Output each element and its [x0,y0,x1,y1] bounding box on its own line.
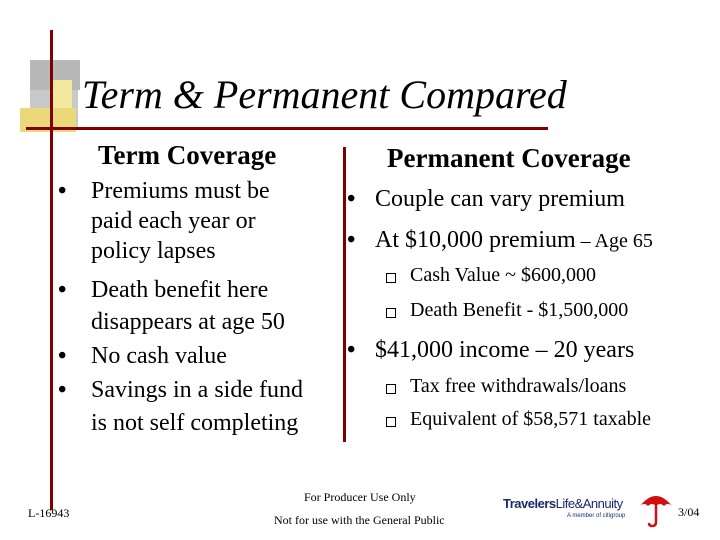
bullet-dot-icon: • [58,178,67,204]
term-bullet-2 [58,277,338,335]
permanent-bullet-2 [347,227,717,255]
bullet-dot-icon: • [347,227,356,253]
checkbox-bullet-icon [386,273,396,283]
permanent-bullet-1 [347,186,717,214]
permanent-bullet-3-text: $41,000 income – 20 years [375,337,635,363]
term-bullet-3 [58,343,338,371]
decor-vertical-rule [50,30,53,510]
permanent-bullet-2-age: – Age 65 [575,230,653,252]
term-bullet-1 [58,178,338,266]
column-divider [343,147,346,442]
checkbox-bullet-icon [386,417,396,427]
term-bullet-2-line-2: disappears at age 50 [91,309,285,335]
permanent-bullet-2-main: At $10,000 premium [375,227,576,253]
bullet-dot-icon: • [58,277,67,303]
permanent-sub-1-text: Cash Value ~ $600,000 [410,264,596,286]
term-bullet-4 [58,377,338,437]
permanent-sub-4-text: Equivalent of $58,571 taxable [410,408,652,430]
producer-use-notice: For Producer Use Only [304,490,416,504]
permanent-bullet-2-text [375,227,653,254]
public-use-notice: Not for use with the General Public [274,513,445,527]
bullet-dot-icon: • [347,186,356,212]
checkbox-bullet-icon [386,308,396,318]
term-coverage-heading: Term Coverage [98,140,277,170]
term-bullet-2-line-1: Death benefit here [91,277,269,303]
term-bullet-4-line-2: is not self completing [91,410,299,436]
umbrella-logo-icon [638,488,674,528]
term-bullet-1-line-3: policy lapses [91,238,216,264]
permanent-bullet-3 [347,337,717,365]
permanent-sub-2-text: Death Benefit - $1,500,000 [410,299,629,321]
bullet-dot-icon: • [58,343,67,369]
permanent-coverage-heading: Permanent Coverage [387,143,631,173]
checkbox-bullet-icon [386,384,396,394]
bullet-dot-icon: • [347,337,356,363]
bullet-dot-icon: • [58,377,67,403]
term-bullet-1-line-1: Premiums must be [91,178,270,204]
document-code: L-16943 [28,506,70,520]
title-underline-rule [26,127,548,130]
logo-text [503,496,623,511]
slide-title: Term & Permanent Compared [82,72,567,117]
date-code: 3/04 [678,505,700,519]
logo-life-annuity: Life&Annuity [555,496,623,511]
term-bullet-4-line-1: Savings in a side fund [91,377,303,403]
logo-subtext: A member of citigroup [567,513,626,519]
logo-travelers: Travelers [503,496,556,511]
travelers-logo [503,496,643,526]
term-bullet-3-line-1: No cash value [91,343,227,369]
permanent-sub-3-text: Tax free withdrawals/loans [410,375,627,397]
permanent-bullet-1-text: Couple can vary premium [375,186,625,212]
term-bullet-1-line-2: paid each year or [91,208,256,234]
